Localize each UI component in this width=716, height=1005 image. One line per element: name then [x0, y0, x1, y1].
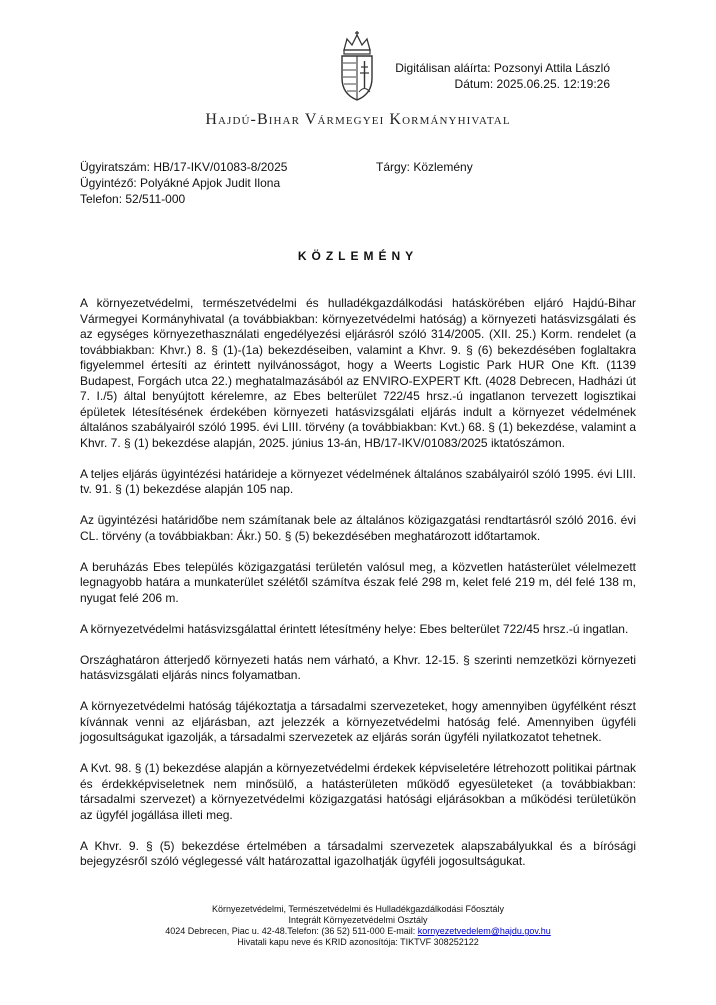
agency-name: Hajdú-Bihar Vármegyei Kormányhivatal: [205, 111, 511, 128]
body-paragraph: A beruházás Ebes település közigazgatási területén valósul meg, a közvetlen hatásterület vélelmezett legnagyobb határa a munkaterület szélétől számítva észak felé 298 m, kelet felé 219 m, dél felé 138 m, nyugat felé 206 m.: [80, 559, 636, 605]
case-phone: Telefon: 52/511-000: [80, 192, 186, 206]
case-officer: Ügyintéző: Polyákné Apjok Judit Ilona: [80, 176, 281, 190]
signature-date: Dátum: 2025.06.25. 12:19:26: [454, 77, 610, 91]
footer-address-line: [80, 926, 636, 937]
footer-email-link[interactable]: kornyezetvedelem@hajdu.gov.hu: [417, 926, 551, 936]
body-paragraph: A Khvr. 9. § (5) bekezdése értelmében a társadalmi szervezetek alapszabályukkal és a bírósági bejegyzésről szóló véglegessé vált határozattal igazolhatják ügyféli jogosultságukat.: [80, 838, 636, 868]
page-footer: [80, 904, 636, 948]
body-paragraph: A Kvt. 98. § (1) bekezdése alapján a környezetvédelmi érdekek képviseletére létrehozott politikai pártnak és érdekképviseletnek nem minősülő, a hatásterületen működő egyesületeket (a továbbiakban: társadalmi szervezet) a környezetvédelmi közigazgatási hatósági eljárásokban a működési területükön az ügyfél jogállása illeti meg.: [80, 761, 636, 822]
body-paragraph: A környezetvédelmi hatóság tájékoztatja a társadalmi szervezeteket, hogy amennyiben ügyfélként részt kívánnak venni az eljárásban, azt jelezzék a környezetvédelmi hatóság felé. Amennyiben ügyféli jogosultságukat igazolják, a társadalmi szervezetek az eljárás során ügyféli nyilatkozatot tehetnek.: [80, 699, 636, 744]
body-paragraph: Az ügyintézési határidőbe nem számítanak bele az általános közigazgatási rendtartásról szóló 2016. évi CL. törvény (a továbbiakban: Ákr.) 50. § (5) bekezdésében meghatározott időtartamok.: [80, 513, 636, 543]
footer-department: Környezetvédelmi, Természetvédelmi és Hulladékgazdálkodási Főosztály: [212, 904, 504, 914]
case-meta: [80, 159, 287, 207]
body-paragraph: A környezetvédelmi, természetvédelmi és hulladékgazdálkodási hatáskörében eljáró Hajdú-Bihar Vármegyei Kormányhivatal (a továbbiakban: környezetvédelmi hatóság) a környezeti hatásvizsgálati és az egységes környezethasználati engedélyezési eljárásról szóló 314/2005. (XII. 25.) Korm. rendelet (a továbbiakban: Khvr.) 8. § (1)-(1a) bekezdéseiben, valamint a Khvr. 9. § (6) bekezdésében foglaltakra figyelemmel értesíti az érintett nyilvánosságot, hogy a Weerts Logistic Park HUR One Kft. (1139 Budapest, Forgách utca 22.) meghatalmazásából az ENVIRO-EXPERT Kft. (4028 Debrecen, Hadházi út 7. I./5) által benyújtott kérelemre, az Ebes belterület 722/45 hrsz.-ú ingatlanon tervezett logisztikai épületek létesítésének érdekében környezeti hatásvizsgálati eljárás indult a környezet védelmének általános szabályairól szóló 1995. évi LIII. törvény (a továbbiakban: Kvt.) 68. § (1) bekezdése, valamint a Khvr. 7. § (1) bekezdése alapján, 2025. június 13-án, HB/17-IKV/01083/2025 iktatószámon.: [80, 296, 636, 450]
subject: Tárgy: Közlemény: [376, 160, 473, 174]
case-number: Ügyiratszám: HB/17-IKV/01083-8/2025: [80, 160, 288, 174]
body-paragraph: Országhatáron átterjedő környezeti hatás nem várható, a Khvr. 12-15. § szerinti nemzetközi környezeti hatásvizsgálati eljárás nincs folyamatban.: [80, 652, 636, 682]
footer-division: Integrált Környezetvédelmi Osztály: [288, 915, 428, 925]
body-paragraph: A környezetvédelmi hatásvizsgálattal érintett létesítmény helye: Ebes belterület 722/45 hrsz.-ú ingatlan.: [80, 621, 629, 636]
footer-krid: Hivatali kapu neve és KRID azonosítója: TIKTVF 308252122: [237, 937, 479, 947]
body-paragraph: A teljes eljárás ügyintézési határideje a környezet védelmének általános szabályairól szóló 1995. évi LIII. tv. 91. § (1) bekezdése alapján 105 nap.: [80, 466, 636, 496]
subject-block: [376, 159, 473, 175]
digital-signature-block: [394, 60, 610, 92]
signature-signer: Digitálisan aláírta: Pozsonyi Attila László: [395, 61, 610, 75]
document-title: KÖZLEMÉNY: [297, 249, 419, 263]
footer-address: 4024 Debrecen, Piac u. 42-48.Telefon: (36 52) 511-000 E-mail:: [165, 926, 418, 936]
document-body: [80, 296, 636, 885]
coat-of-arms-icon: [330, 30, 384, 102]
